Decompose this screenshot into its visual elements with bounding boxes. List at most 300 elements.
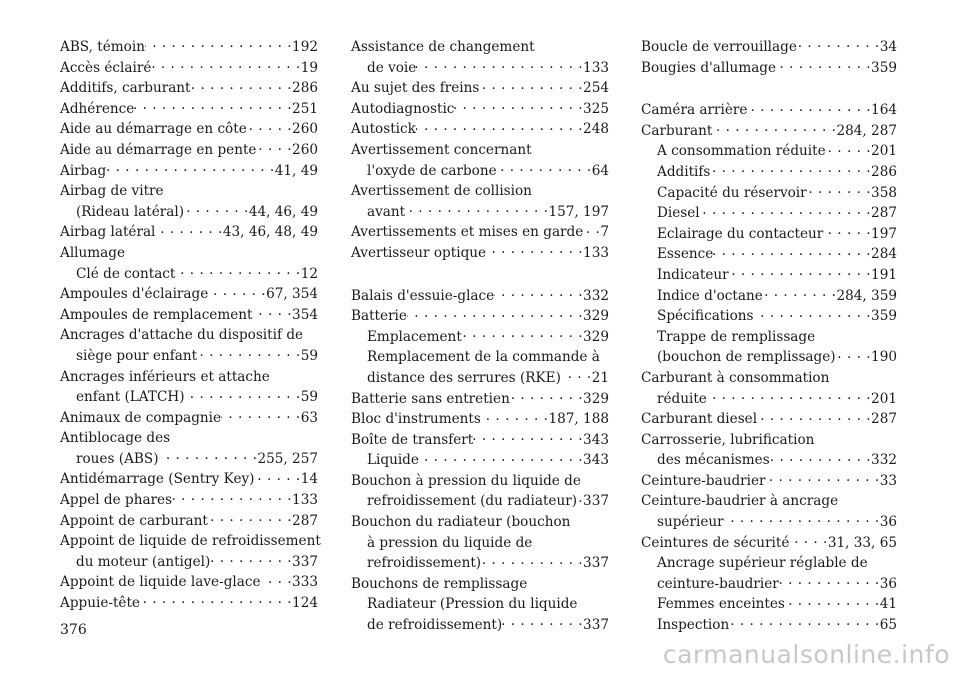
index-term: Essence	[657, 244, 713, 265]
index-heading-text: Ancrages d'attache du dispositif de	[60, 327, 304, 344]
page-reference: 12	[301, 264, 318, 285]
index-entry	[60, 511, 318, 532]
dot-leader	[419, 451, 583, 465]
index-entry	[641, 203, 897, 224]
index-entry	[60, 346, 318, 367]
index-term: refroidissement (du radiateur)	[367, 491, 577, 512]
index-term: Emplacement	[367, 327, 462, 348]
index-term: Clé de contact	[76, 264, 175, 285]
page-reference: 133	[583, 243, 609, 264]
page-reference: 201	[871, 141, 897, 162]
index-entry	[351, 553, 609, 574]
page-reference: 254	[583, 78, 609, 99]
page-reference: 343	[583, 450, 609, 471]
index-term: Inspection	[657, 615, 729, 636]
index-entry	[60, 78, 318, 99]
page-reference: 36	[880, 574, 897, 595]
dot-leader	[766, 471, 880, 485]
index-entry	[351, 161, 609, 182]
dot-leader	[836, 348, 871, 362]
page-number: 376	[60, 622, 87, 638]
page-reference: 41, 49	[275, 161, 318, 182]
page-reference: 329	[583, 306, 609, 327]
page-reference: 65	[880, 615, 897, 636]
page-reference: 329	[583, 389, 609, 410]
dot-leader	[497, 161, 592, 175]
dot-leader	[757, 410, 871, 424]
index-heading-text: Airbag de vitre	[60, 183, 164, 200]
index-term: Indice d'octane	[657, 286, 763, 307]
index-term: Liquide	[367, 450, 419, 471]
index-term: Batterie sans entretien	[351, 389, 510, 410]
index-term: Boucle de verrouillage	[641, 37, 797, 58]
index-entry	[60, 37, 318, 58]
index-heading-text: Appoint de liquide de refroidissement	[60, 533, 321, 550]
dot-leader	[255, 470, 301, 484]
dot-leader	[789, 533, 827, 547]
index-entry	[60, 490, 318, 511]
index-entry	[60, 469, 318, 490]
dot-leader	[185, 388, 301, 402]
index-heading-text: Ceinture-baudrier à ancrage	[641, 493, 839, 510]
index-entry	[351, 286, 609, 307]
page-reference: 43, 46, 48, 49	[223, 222, 318, 243]
index-term: Appoint de carburant	[60, 511, 208, 532]
index-entry	[641, 450, 897, 471]
page-reference: 359	[871, 306, 897, 327]
index-term: de voie	[367, 58, 416, 79]
index-entry	[60, 284, 318, 305]
page-reference: 343	[583, 430, 609, 451]
index-entry	[351, 491, 609, 512]
index-heading	[641, 368, 897, 389]
index-entry	[351, 615, 609, 636]
dot-leader	[221, 408, 301, 422]
page-reference: 201	[871, 389, 897, 410]
index-heading-text: Bouchon à pression du liquide de	[351, 472, 581, 489]
index-heading	[641, 327, 897, 348]
index-heading-text: Ancrages inférieurs et attache	[60, 368, 270, 385]
index-term: Antidémarrage (Sentry Key)	[60, 469, 255, 490]
dot-leader	[106, 161, 275, 175]
index-term: A consommation réduite	[657, 141, 826, 162]
dot-leader	[481, 410, 549, 424]
page-reference: 197	[871, 224, 897, 245]
dot-leader	[494, 286, 583, 300]
index-heading	[351, 594, 609, 615]
page-reference: 59	[301, 387, 318, 408]
index-term: avant	[367, 202, 405, 223]
index-heading	[351, 347, 609, 368]
index-term: supérieur	[657, 512, 724, 533]
dot-leader	[583, 223, 600, 237]
index-heading	[60, 325, 318, 346]
index-entry	[641, 244, 897, 265]
page-reference: 325	[583, 99, 609, 120]
page-reference: 337	[292, 552, 318, 573]
page-reference: 332	[583, 286, 609, 307]
dot-leader	[473, 430, 583, 444]
index-heading	[60, 243, 318, 264]
dot-leader	[776, 58, 871, 72]
index-entry	[351, 99, 609, 120]
dot-leader	[462, 327, 583, 341]
page-reference: 36	[880, 512, 897, 533]
index-entry	[641, 183, 897, 204]
index-entry	[641, 306, 897, 327]
dot-leader	[247, 120, 292, 134]
page-reference: 337	[583, 615, 609, 636]
index-term: Diesel	[657, 203, 700, 224]
page-reference: 284, 359	[836, 286, 897, 307]
page-reference: 34	[880, 37, 897, 58]
page-reference: 191	[871, 265, 897, 286]
index-heading	[351, 533, 609, 554]
page-reference: 44, 46, 49	[249, 202, 318, 223]
dot-leader	[779, 574, 880, 588]
index-entry	[351, 450, 609, 471]
index-entry	[60, 58, 318, 79]
index-term: ceinture-baudrier	[657, 574, 779, 595]
dot-leader	[208, 285, 266, 299]
index-term: Spécifications	[657, 306, 754, 327]
index-entry	[641, 37, 897, 58]
index-entry	[641, 615, 897, 636]
dot-leader	[826, 142, 871, 156]
index-term: (bouchon de remplissage)	[657, 347, 836, 368]
index-entry	[641, 100, 897, 121]
page-reference: 187, 188	[548, 409, 609, 430]
index-entry	[641, 389, 897, 410]
dot-leader	[807, 183, 871, 197]
index-entry	[60, 572, 318, 593]
index-heading	[60, 531, 321, 552]
index-entry	[60, 449, 318, 470]
index-entry	[351, 306, 609, 327]
index-term: Avertisseur optique	[351, 243, 486, 264]
index-heading-text: Carburant à consommation	[641, 369, 830, 386]
dot-leader	[502, 615, 583, 629]
dot-leader	[712, 121, 836, 135]
index-entry	[60, 552, 318, 573]
page-reference: 333	[292, 572, 318, 593]
page-reference: 157, 197	[548, 202, 609, 223]
index-heading-text: Radiateur (Pression du liquide	[367, 596, 578, 613]
index-term: Eclairage du contacteur	[657, 224, 823, 245]
index-entry	[641, 533, 897, 554]
index-entry	[641, 471, 897, 492]
index-term: Caméra arrière	[641, 100, 747, 121]
index-entry	[641, 265, 897, 286]
dot-leader	[184, 202, 249, 216]
dot-leader	[729, 265, 871, 279]
index-term: Indicateur	[657, 265, 729, 286]
index-entry	[60, 593, 318, 614]
page-reference: 64	[592, 161, 609, 182]
index-column-2	[351, 37, 609, 636]
index-heading	[351, 512, 609, 533]
index-entry	[641, 121, 897, 142]
index-heading	[351, 471, 609, 492]
index-heading-text: Bouchon du radiateur (bouchon	[351, 514, 571, 531]
index-entry	[351, 58, 609, 79]
page-reference: 192	[292, 37, 318, 58]
index-term: l'oxyde de carbone	[367, 161, 497, 182]
index-term: Airbag latéral	[60, 222, 155, 243]
page-reference: 21	[592, 368, 609, 389]
dot-leader	[510, 389, 583, 403]
index-term: du moteur (antigel)	[76, 552, 210, 573]
index-entry	[641, 58, 897, 79]
index-heading-text: Allumage	[60, 244, 126, 261]
index-heading-text: Trappe de remplissage	[657, 328, 816, 345]
index-heading-text: à pression du liquide de	[367, 534, 533, 551]
index-heading-text: Assistance de changement	[351, 39, 535, 55]
dot-leader	[407, 307, 583, 321]
dot-leader	[754, 307, 872, 321]
dot-leader	[729, 615, 879, 629]
index-entry	[60, 222, 318, 243]
index-entry	[351, 430, 609, 451]
index-heading-text: Avertissement concernant	[351, 141, 532, 158]
index-entry	[641, 409, 897, 430]
index-term: Aide au démarrage en côte	[60, 119, 247, 140]
dot-leader	[134, 99, 292, 113]
page-reference: 7	[600, 222, 609, 243]
page-reference: 260	[292, 140, 318, 161]
index-heading	[351, 181, 609, 202]
index-term: Avertissements et mises en garde	[351, 222, 583, 243]
dot-leader	[208, 511, 292, 525]
index-heading	[641, 491, 897, 512]
page-reference: 133	[583, 58, 609, 79]
index-term: de refroidissement)	[367, 615, 502, 636]
index-term: Capacité du réservoir	[657, 183, 807, 204]
dot-leader	[479, 79, 583, 93]
index-term: Carburant	[641, 121, 712, 142]
index-entry	[351, 202, 609, 223]
index-entry	[60, 305, 318, 326]
page-reference: 260	[292, 119, 318, 140]
dot-leader	[159, 449, 258, 463]
index-heading	[351, 37, 609, 58]
dot-leader	[261, 573, 293, 587]
index-heading-text: Bouchons de remplissage	[351, 575, 528, 592]
index-entry	[641, 141, 897, 162]
dot-leader	[710, 162, 871, 176]
index-term: Bloc d'instruments	[351, 409, 481, 430]
page-reference: 284, 287	[836, 121, 897, 142]
page-reference: 59	[301, 346, 318, 367]
index-entry	[641, 574, 897, 595]
dot-leader	[700, 204, 871, 218]
index-term: Ampoules d'éclairage	[60, 284, 208, 305]
page-reference: 33	[880, 471, 897, 492]
index-entry	[60, 161, 318, 182]
index-entry	[351, 119, 609, 140]
dot-leader	[747, 101, 871, 115]
dot-leader	[454, 99, 583, 113]
index-heading	[60, 367, 318, 388]
index-term: enfant (LATCH)	[76, 387, 185, 408]
index-term: roues (ABS)	[76, 449, 159, 470]
page-reference: 287	[292, 511, 318, 532]
dot-leader	[256, 140, 292, 154]
index-term: Additifs	[657, 162, 710, 183]
dot-leader	[151, 58, 300, 72]
page-reference: 63	[301, 408, 318, 429]
dot-leader	[197, 346, 301, 360]
index-heading-text: Ancrage supérieur réglable de	[657, 555, 868, 572]
dot-leader	[486, 243, 583, 257]
index-entry	[351, 243, 609, 264]
page-reference: 164	[871, 100, 897, 121]
page-reference: 248	[583, 119, 609, 140]
dot-leader	[797, 37, 880, 51]
index-entry	[351, 222, 609, 243]
page-reference: 332	[871, 450, 897, 471]
index-term: Femmes enceintes	[657, 594, 785, 615]
page-reference: 337	[583, 553, 609, 574]
index-term: réduite	[657, 389, 707, 410]
index-term: des mécanismes	[657, 450, 770, 471]
dot-leader	[145, 37, 292, 51]
page-reference: 337	[583, 491, 609, 512]
dot-leader	[155, 223, 222, 237]
index-term: Boîte de transfert	[351, 430, 473, 451]
index-term: Adhérence	[60, 99, 134, 120]
index-entry	[641, 347, 897, 368]
index-term: Appoint de liquide lave-glace	[60, 572, 261, 593]
index-heading	[60, 428, 318, 449]
dot-leader	[707, 389, 871, 403]
index-term: Autostick	[351, 119, 416, 140]
index-entry	[60, 140, 318, 161]
page-reference: 287	[871, 409, 897, 430]
index-column-1	[60, 37, 321, 614]
dot-leader	[763, 286, 837, 300]
page-reference: 287	[871, 203, 897, 224]
index-entry	[351, 368, 609, 389]
dot-leader	[140, 593, 292, 607]
index-entry	[351, 78, 609, 99]
index-term: Ceinture-baudrier	[641, 471, 766, 492]
index-term: Airbag	[60, 161, 106, 182]
page-reference: 133	[292, 490, 318, 511]
index-term: Carburant diesel	[641, 409, 757, 430]
dot-leader	[724, 512, 880, 526]
index-term: distance des serrures (RKE)	[367, 368, 561, 389]
index-entry	[60, 119, 318, 140]
index-entry	[641, 594, 897, 615]
index-term: siège pour enfant	[76, 346, 197, 367]
page-reference: 124	[292, 593, 318, 614]
dot-leader	[785, 595, 880, 609]
index-term: refroidissement)	[367, 553, 481, 574]
index-entry	[351, 389, 609, 410]
dot-leader	[713, 245, 871, 259]
index-term: Autodiagnostic	[351, 99, 454, 120]
index-entry	[60, 387, 318, 408]
index-term: (Rideau latéral)	[76, 202, 184, 223]
dot-leader	[210, 552, 292, 566]
dot-leader	[561, 368, 592, 382]
index-term: Balais d'essuie-glace	[351, 286, 494, 307]
page-reference: 190	[871, 347, 897, 368]
page-reference: 284	[871, 244, 897, 265]
index-term: Additifs, carburant	[60, 78, 191, 99]
index-entry	[351, 409, 609, 430]
index-entry	[641, 162, 897, 183]
index-heading	[351, 140, 609, 161]
index-term: Animaux de compagnie	[60, 408, 221, 429]
dot-leader	[823, 224, 871, 238]
page-reference: 41	[880, 594, 897, 615]
page-reference: 19	[301, 58, 318, 79]
page-reference: 67, 354	[266, 284, 318, 305]
dot-leader	[253, 305, 293, 319]
index-entry	[60, 264, 318, 285]
watermark-logo: carmanualsonline.info	[662, 640, 950, 669]
index-term: Appuie-tête	[60, 593, 140, 614]
dot-leader	[191, 79, 293, 93]
page-reference: 31, 33, 65	[828, 533, 897, 554]
page-reference: 329	[583, 327, 609, 348]
index-heading	[641, 553, 897, 574]
index-column-3	[641, 37, 897, 636]
index-term: Appel de phares	[60, 490, 172, 511]
index-entry	[60, 202, 318, 223]
index-heading-text: Antiblocage des	[60, 430, 171, 447]
index-heading	[641, 430, 897, 451]
page-reference: 354	[292, 305, 318, 326]
index-entry	[641, 286, 897, 307]
page-reference: 286	[871, 162, 897, 183]
page-reference: 286	[292, 78, 318, 99]
index-heading	[60, 181, 318, 202]
index-entry	[641, 224, 897, 245]
dot-leader	[416, 120, 583, 134]
dot-leader	[405, 202, 548, 216]
index-term: Batterie	[351, 306, 407, 327]
page-reference: 14	[301, 469, 318, 490]
page-reference: 359	[871, 58, 897, 79]
index-entry	[60, 99, 318, 120]
index-term: Ampoules de remplacement	[60, 305, 253, 326]
dot-leader	[481, 554, 583, 568]
page-reference: 251	[292, 99, 318, 120]
index-entry	[641, 512, 897, 533]
index-term: Aide au démarrage en pente	[60, 140, 256, 161]
index-term: Bougies d'allumage	[641, 58, 776, 79]
index-term: ABS, témoin	[60, 37, 145, 58]
index-heading	[351, 574, 609, 595]
index-heading-text: Carrosserie, lubrification	[641, 431, 815, 448]
index-heading-text: Avertissement de collision	[351, 183, 532, 200]
index-term: Ceintures de sécurité	[641, 533, 789, 554]
index-term: Au sujet des freins	[351, 78, 479, 99]
dot-leader	[770, 451, 871, 465]
index-entry	[351, 327, 609, 348]
page-reference: 255, 257	[257, 449, 318, 470]
index-entry	[60, 408, 318, 429]
index-heading-text: Remplacement de la commande à	[367, 349, 600, 366]
dot-leader	[416, 58, 583, 72]
dot-leader	[172, 490, 292, 504]
dot-leader	[175, 264, 300, 278]
page-reference: 358	[871, 183, 897, 204]
index-term: Accès éclairé	[60, 58, 151, 79]
